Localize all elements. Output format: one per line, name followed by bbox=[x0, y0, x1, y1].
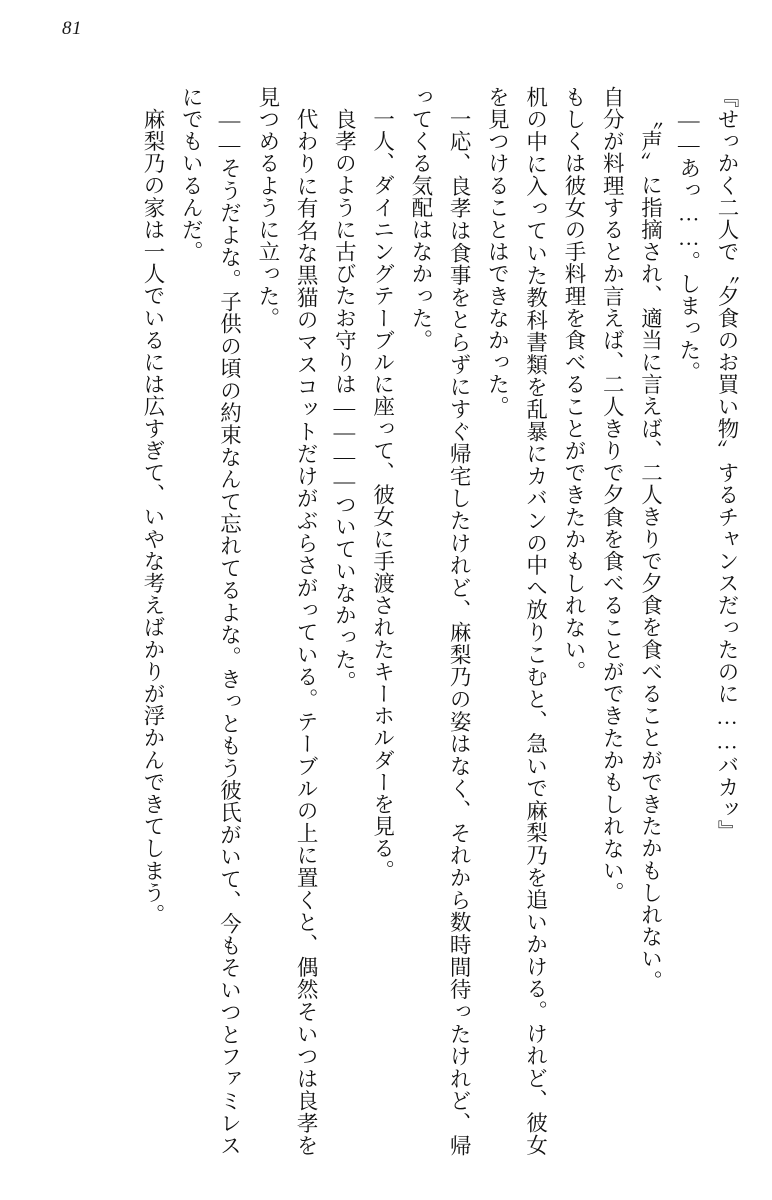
paragraph: もしくは彼女の手料理を食べることができたかもしれない。 bbox=[561, 86, 586, 683]
page-text-body bbox=[26, 86, 746, 1156]
paragraph: 自分が料理するとか言えば、二人きりで夕食を食べることができたかもしれない。 bbox=[600, 86, 625, 904]
paragraph: 『せっかく二人で〝夕食のお買い物〟するチャンスだったのに……バカッ』 bbox=[715, 86, 739, 843]
paragraph: 一応、良孝は食事をとらずにすぐ帰宅したけれど、麻梨乃の姿はなく、それから数時間待ったけれど、帰ってくる気配はなかった。 bbox=[408, 86, 472, 1156]
paragraph: ――あっ……。しまった。 bbox=[676, 107, 701, 383]
paragraph: 麻梨乃の家は一人でいるには広すぎて、いやな考えばかりが浮かんできてしまう。 bbox=[141, 107, 166, 926]
paragraph: 代わりに有名な黒猫のマスコットだけがぶらさがっている。テーブルの上に置くと、偶然そいつは良孝を見つめるように立った。 bbox=[255, 86, 319, 1156]
paragraph: 机の中に入っていた教科書類を乱暴にカバンの中へ放りこむと、急いで麻梨乃を追いかける。けれど、彼女を見つけることはできなかった。 bbox=[485, 86, 548, 1156]
paragraph: 〝声〟に指摘され、適当に言えば、二人きりで夕食を食べることができたかもしれない。 bbox=[638, 107, 663, 992]
paragraph: 良孝のように古びたお守りは――――ついていなかった。 bbox=[332, 107, 357, 693]
paragraph: 一人、ダイニングテーブルに座って、彼女に手渡されたキーホルダーを見る。 bbox=[370, 107, 395, 881]
paragraph: ――そうだよな。子供の頃の約束なんて忘れてるよな。きっともう彼氏がいて、今もそいつとファミレスにでもいるんだ。 bbox=[179, 86, 242, 1156]
page-number: 81 bbox=[62, 18, 82, 39]
